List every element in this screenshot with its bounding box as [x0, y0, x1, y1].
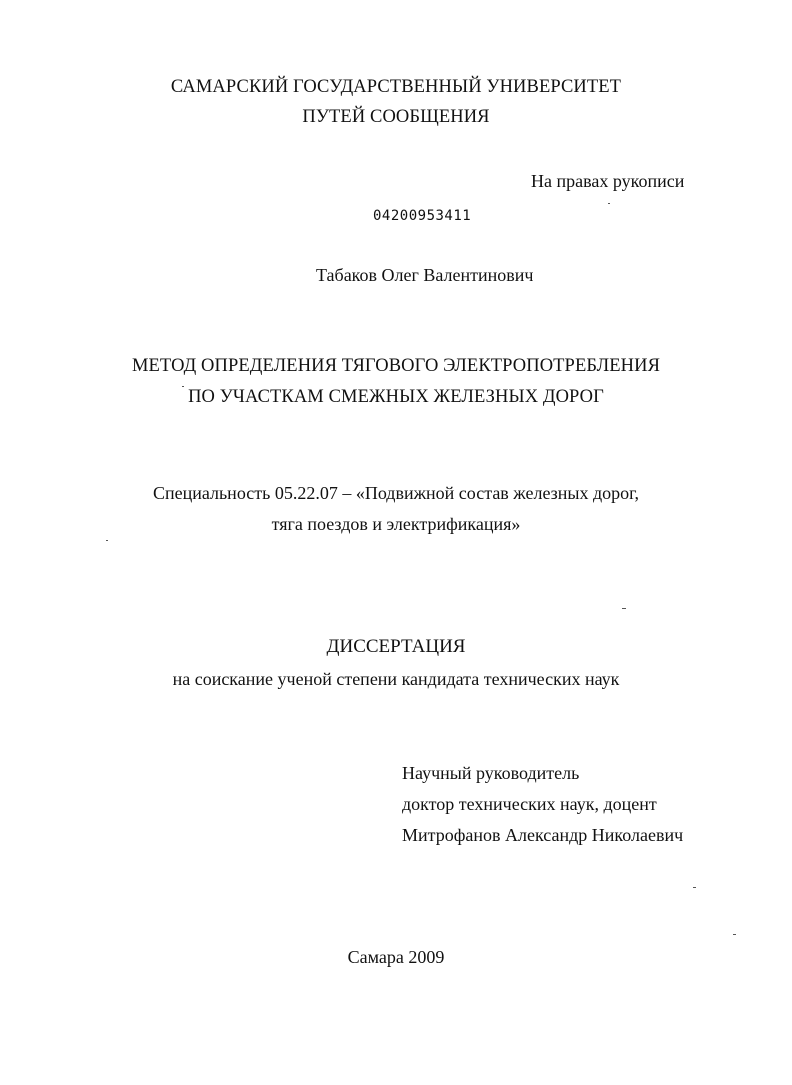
title-line-2: ПО УЧАСТКАМ СМЕЖНЫХ ЖЕЛЕЗНЫХ ДОРОГ: [188, 387, 604, 407]
place-year: Самара 2009: [347, 947, 445, 967]
supervisor-name: Митрофанов Александр Николаевич: [402, 825, 684, 845]
document-type: ДИССЕРТАЦИЯ: [326, 636, 466, 657]
scan-speck: [733, 934, 736, 935]
degree-line: на соискание ученой степени кандидата технических наук: [172, 669, 620, 689]
scan-speck: [106, 540, 108, 541]
institution-line-1: САМАРСКИЙ ГОСУДАРСТВЕННЫЙ УНИВЕРСИТЕТ: [170, 77, 622, 97]
institution-line-2: ПУТЕЙ СООБЩЕНИЯ: [302, 107, 490, 127]
specialty-line-1: Специальность 05.22.07 – «Подвижной состав железных дорог,: [152, 483, 640, 503]
supervisor-credentials: доктор технических наук, доцент: [402, 794, 657, 814]
supervisor-role: Научный руководитель: [402, 763, 580, 783]
registration-number: 04200953411: [373, 208, 472, 224]
scan-speck: [693, 887, 696, 888]
scan-speck: [608, 203, 610, 204]
specialty-line-2: тяга поездов и электрификация»: [271, 514, 521, 534]
author-name: Табаков Олег Валентинович: [316, 265, 534, 285]
rights-note: На правах рукописи: [531, 171, 685, 191]
scan-speck: [182, 386, 184, 387]
title-line-1: МЕТОД ОПРЕДЕЛЕНИЯ ТЯГОВОГО ЭЛЕКТРОПОТРЕБЛЕНИЯ: [131, 356, 661, 376]
scan-speck: [622, 608, 626, 609]
